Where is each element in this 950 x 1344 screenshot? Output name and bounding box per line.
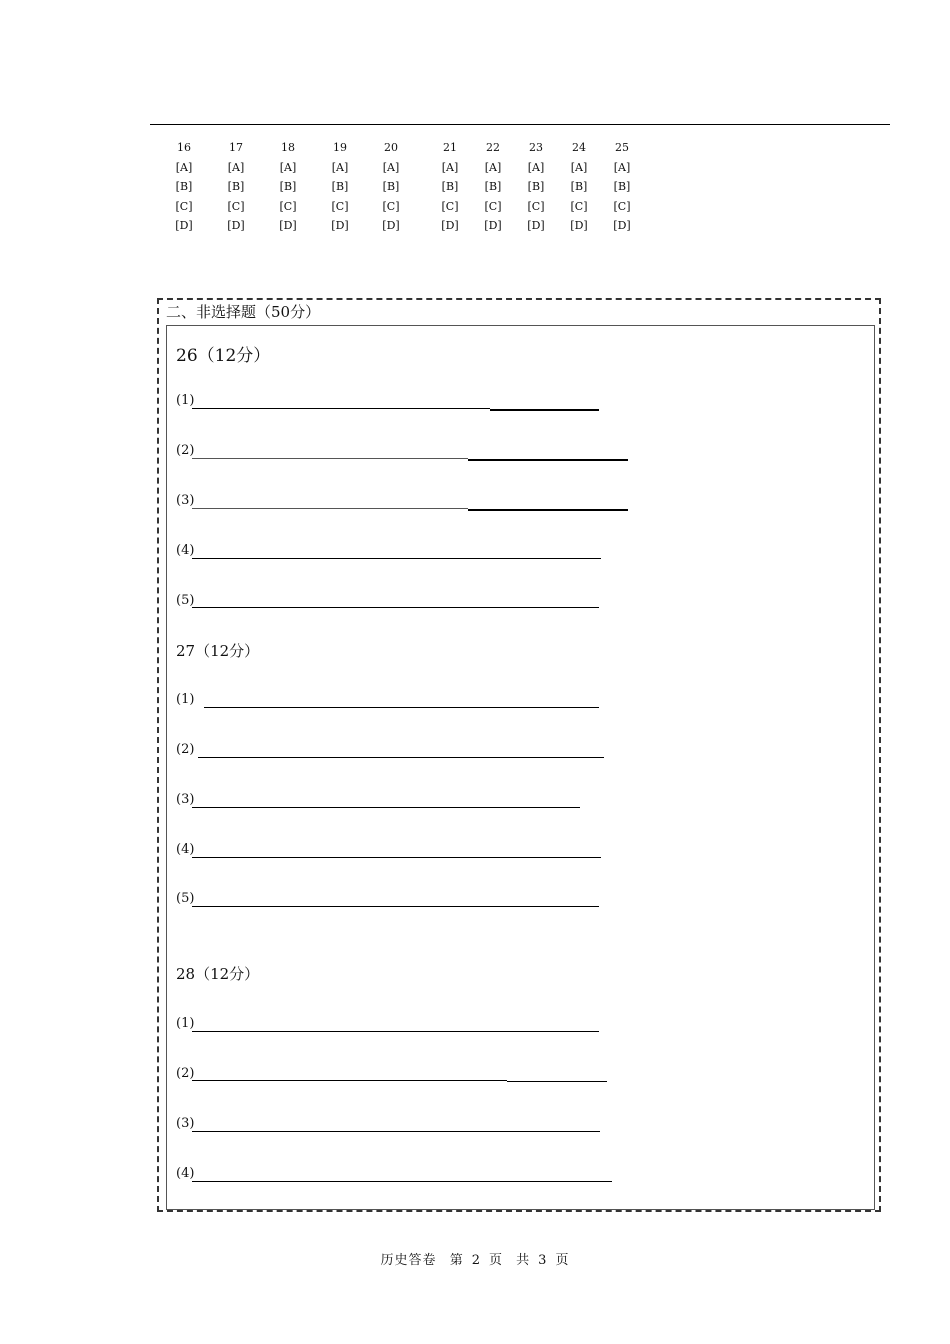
answer-line-27-4[interactable] — [192, 857, 601, 858]
footer-page-total: 3 — [538, 1253, 548, 1268]
mc-question-17 — [216, 138, 256, 236]
mc-question-22 — [473, 138, 513, 236]
mc-question-23 — [516, 138, 556, 236]
page-footer — [0, 1249, 950, 1268]
mc-number: 16 — [177, 141, 191, 154]
answer-line-28-4[interactable] — [192, 1181, 612, 1182]
footer-total-prefix: 共 — [516, 1253, 531, 1268]
footer-subject: 历史答卷 — [380, 1253, 437, 1268]
answer-label: (2) — [176, 742, 195, 757]
mc-option-d[interactable]: [D] — [484, 219, 502, 232]
mc-option-b[interactable]: [B] — [527, 180, 545, 193]
footer-page-suffix: 页 — [555, 1253, 570, 1268]
answer-line-26-2-extra[interactable] — [468, 459, 628, 461]
mc-option-a[interactable]: [A] — [527, 160, 545, 174]
mc-option-a[interactable]: [A] — [331, 160, 349, 174]
footer-page-prefix: 第 — [449, 1253, 464, 1268]
mc-option-c[interactable]: [C] — [570, 199, 588, 213]
mc-option-d[interactable]: [D] — [441, 219, 459, 232]
answer-line-28-3[interactable] — [192, 1131, 600, 1132]
answer-line-26-4[interactable] — [192, 558, 601, 559]
mc-option-b[interactable]: [B] — [570, 180, 588, 193]
mc-question-21 — [430, 138, 470, 236]
answer-line-28-2-extra[interactable] — [507, 1081, 607, 1082]
mc-option-b[interactable]: [B] — [441, 180, 459, 193]
question-27-title: 27（12分） — [176, 642, 260, 660]
mc-option-a[interactable]: [A] — [175, 160, 193, 174]
answer-label: (1) — [176, 393, 195, 408]
mc-option-a[interactable]: [A] — [484, 160, 502, 174]
mc-option-a[interactable]: [A] — [382, 160, 400, 174]
mc-option-c[interactable]: [C] — [382, 199, 400, 213]
answer-label: (2) — [176, 443, 195, 458]
mc-number: 17 — [229, 141, 243, 154]
mc-option-c[interactable]: [C] — [527, 199, 545, 213]
mc-option-b[interactable]: [B] — [175, 180, 193, 193]
mc-option-b[interactable]: [B] — [331, 180, 349, 193]
answer-line-27-5[interactable] — [192, 906, 599, 907]
answer-label: (3) — [176, 493, 195, 508]
mc-option-b[interactable]: [B] — [484, 180, 502, 193]
mc-option-c[interactable]: [C] — [227, 199, 245, 213]
header-rule — [150, 124, 890, 125]
mc-option-d[interactable]: [D] — [227, 219, 245, 232]
mc-option-b[interactable]: [B] — [279, 180, 297, 193]
answer-label: (3) — [176, 792, 195, 807]
mc-option-d[interactable]: [D] — [382, 219, 400, 232]
mc-option-c[interactable]: [C] — [331, 199, 349, 213]
mc-option-a[interactable]: [A] — [227, 160, 245, 174]
answer-line-27-1[interactable] — [204, 707, 599, 708]
answer-line-26-1[interactable] — [192, 408, 490, 409]
footer-page-current: 2 — [471, 1253, 481, 1268]
footer-page-mid: 页 — [488, 1253, 503, 1268]
answer-line-27-2[interactable] — [198, 757, 604, 758]
mc-option-c[interactable]: [C] — [175, 199, 193, 213]
mc-number: 19 — [333, 141, 347, 154]
mc-number: 25 — [615, 141, 629, 154]
mc-option-d[interactable]: [D] — [570, 219, 588, 232]
answer-line-26-1-extra[interactable] — [490, 409, 599, 411]
mc-number: 18 — [281, 141, 295, 154]
mc-question-16 — [164, 138, 204, 236]
mc-option-a[interactable]: [A] — [279, 160, 297, 174]
answer-line-26-3[interactable] — [192, 508, 468, 509]
mc-option-b[interactable]: [B] — [382, 180, 400, 193]
question-26-title: 26（12分） — [176, 346, 271, 366]
mc-option-d[interactable]: [D] — [613, 219, 631, 232]
mc-option-a[interactable]: [A] — [570, 160, 588, 174]
answer-label: (4) — [176, 543, 195, 558]
answer-line-26-2[interactable] — [192, 458, 468, 459]
mc-question-24 — [559, 138, 599, 236]
mc-option-a[interactable]: [A] — [613, 160, 631, 174]
mc-question-20 — [371, 138, 411, 236]
mc-question-19 — [320, 138, 360, 236]
mc-number: 24 — [572, 141, 586, 154]
mc-option-c[interactable]: [C] — [484, 199, 502, 213]
mc-question-25 — [602, 138, 642, 236]
answer-label: (4) — [176, 842, 195, 857]
answer-label: (2) — [176, 1066, 195, 1081]
mc-number: 20 — [384, 141, 398, 154]
mc-option-c[interactable]: [C] — [613, 199, 631, 213]
answer-label: (3) — [176, 1116, 195, 1131]
answer-line-26-5[interactable] — [192, 607, 599, 608]
mc-option-d[interactable]: [D] — [527, 219, 545, 232]
answer-label: (5) — [176, 891, 195, 906]
mc-number: 23 — [529, 141, 543, 154]
answer-label: (1) — [176, 692, 195, 707]
answer-label: (1) — [176, 1016, 195, 1031]
mc-number: 22 — [486, 141, 500, 154]
mc-question-18 — [268, 138, 308, 236]
mc-option-c[interactable]: [C] — [441, 199, 459, 213]
answer-label: (4) — [176, 1166, 195, 1181]
answer-line-28-1[interactable] — [192, 1031, 599, 1032]
answer-line-26-3-extra[interactable] — [468, 509, 628, 511]
mc-option-b[interactable]: [B] — [227, 180, 245, 193]
mc-option-a[interactable]: [A] — [441, 160, 459, 174]
mc-number: 21 — [443, 141, 457, 154]
answer-line-28-2[interactable] — [192, 1080, 507, 1081]
answer-line-27-3[interactable] — [192, 807, 580, 808]
mc-option-b[interactable]: [B] — [613, 180, 631, 193]
mc-option-c[interactable]: [C] — [279, 199, 297, 213]
mc-option-d[interactable]: [D] — [175, 219, 193, 232]
section-title: 二、非选择题（50分） — [166, 303, 321, 321]
mc-option-d[interactable]: [D] — [331, 219, 349, 232]
question-28-title: 28（12分） — [176, 965, 260, 983]
answer-label: (5) — [176, 593, 195, 608]
mc-option-d[interactable]: [D] — [279, 219, 297, 232]
